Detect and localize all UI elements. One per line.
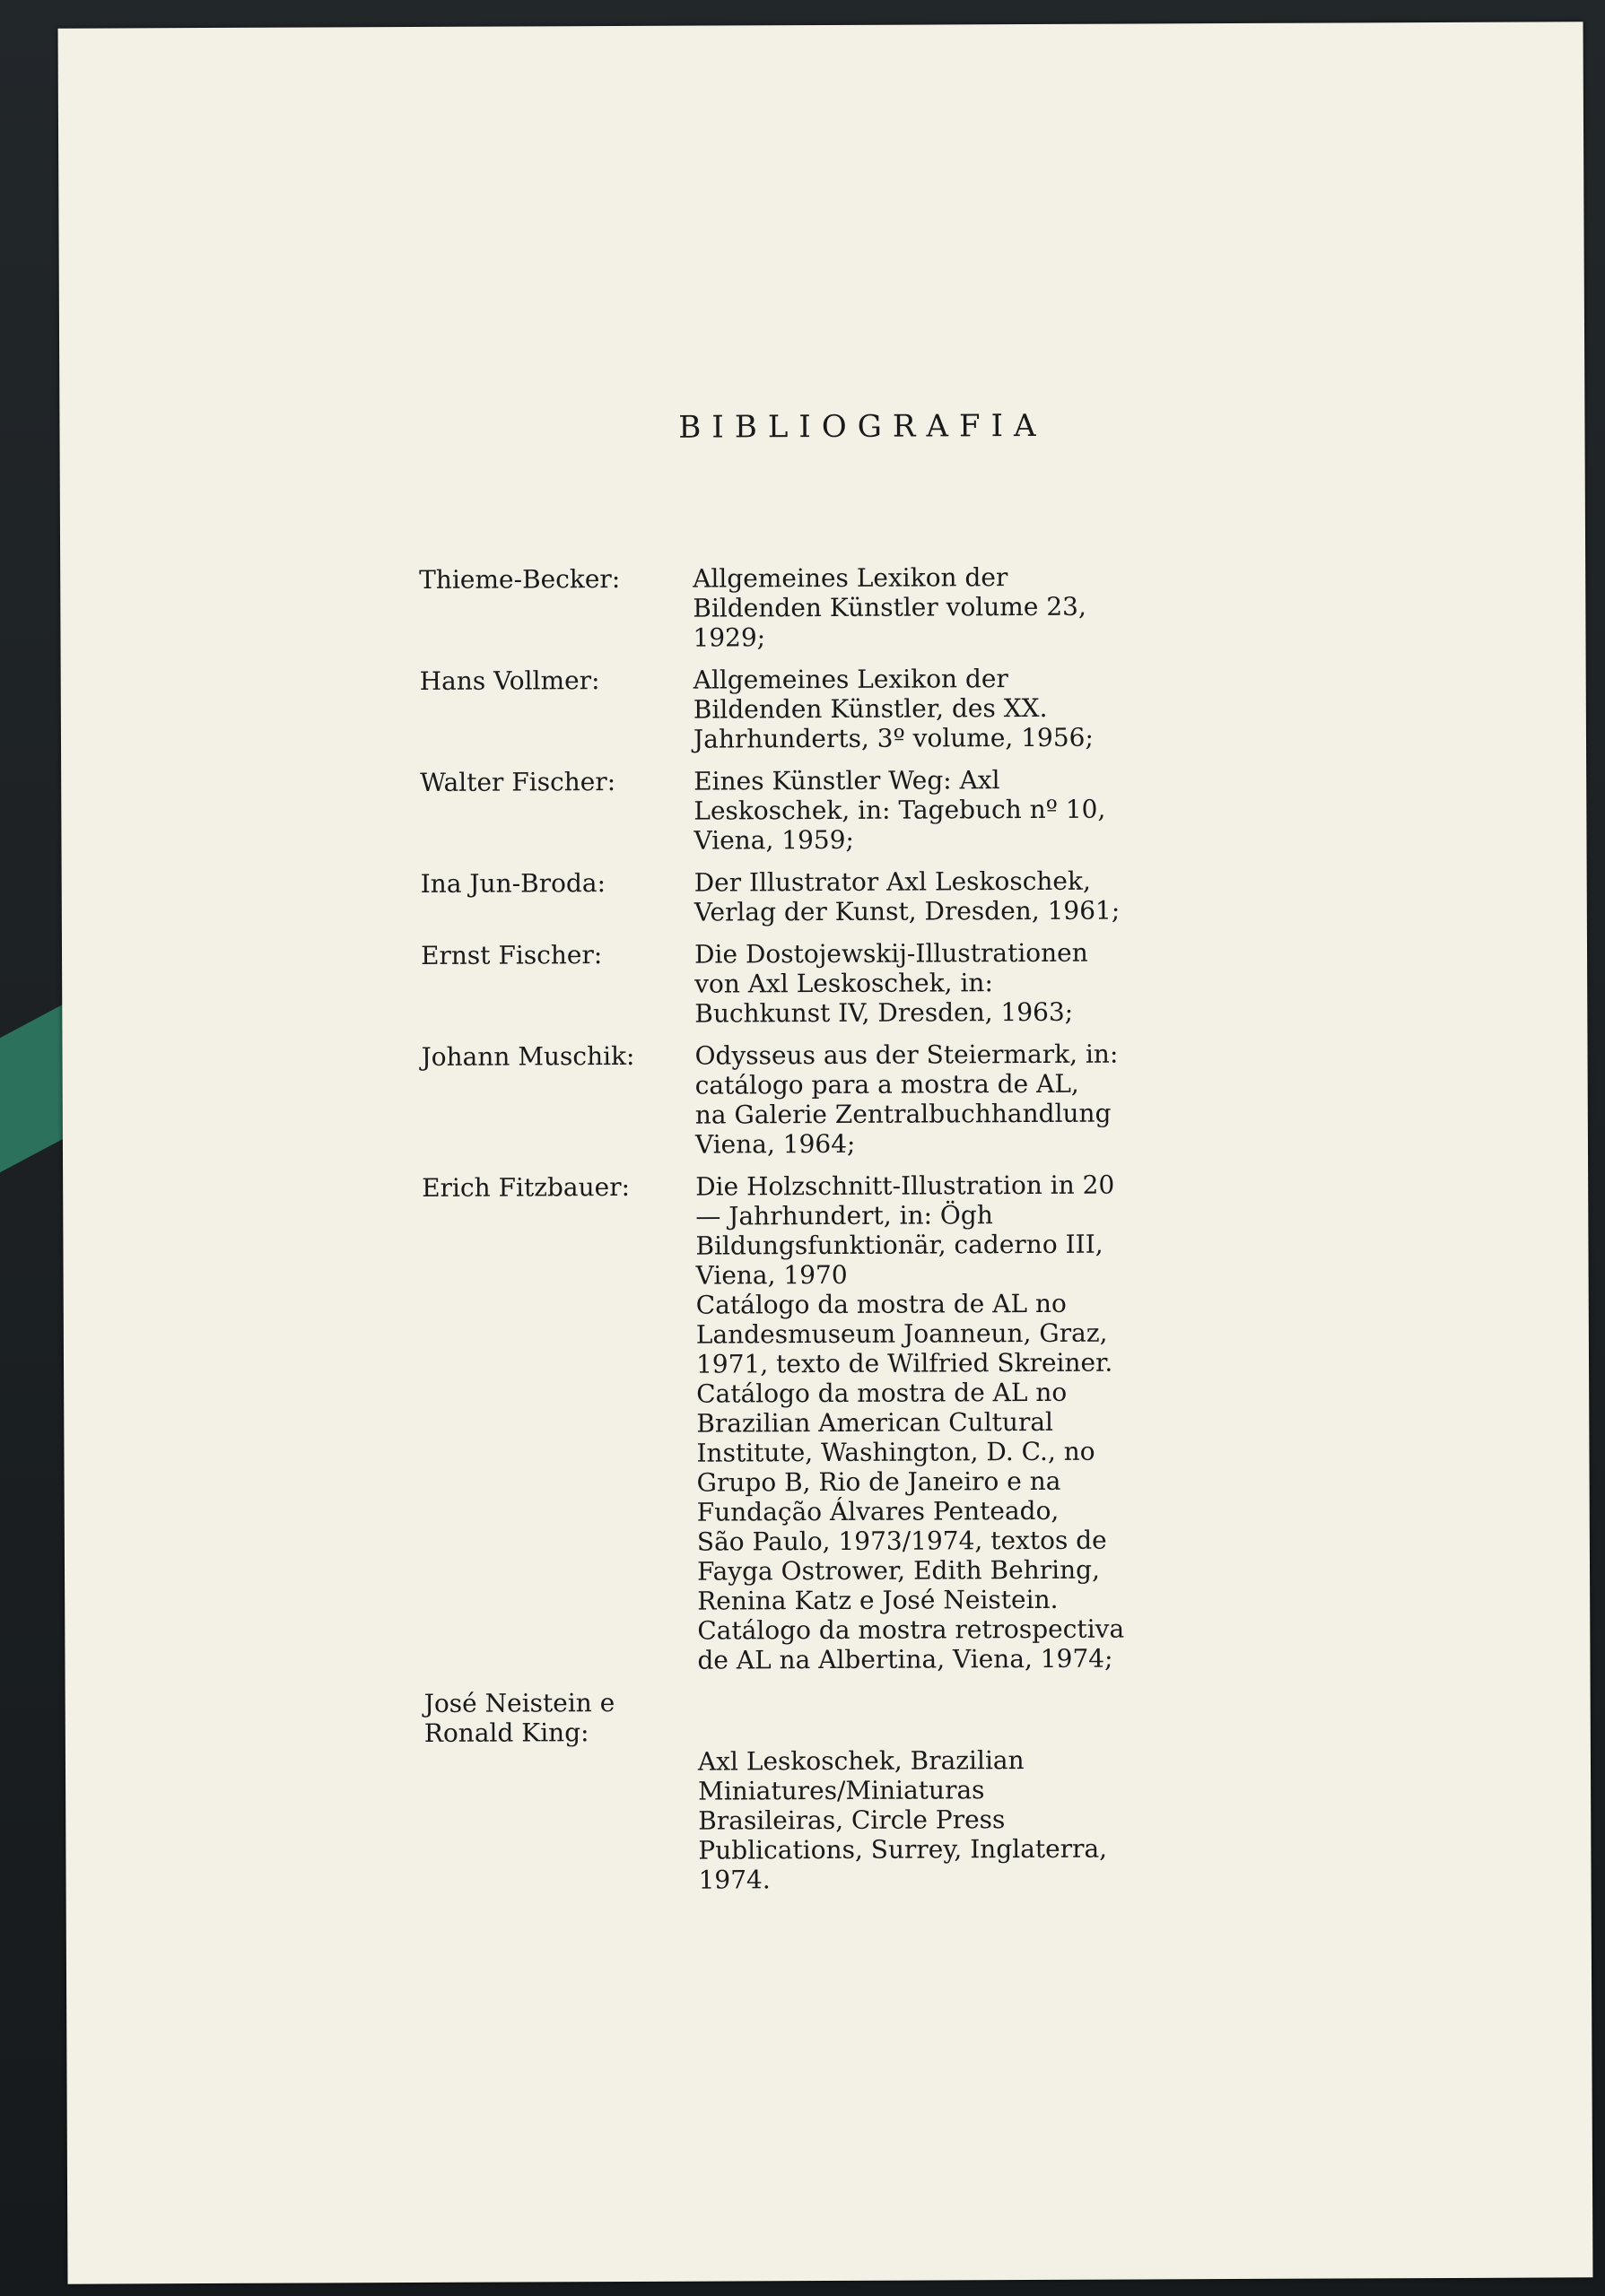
entry-reference: Allgemeines Lexikon der Bildenden Künstler, des XX. Jahrhunderts, 3º volume, 1956; bbox=[693, 664, 1094, 754]
entry-author: Ernst Fischer: bbox=[420, 940, 603, 970]
bibliography-entry bbox=[419, 561, 1406, 654]
bibliography-entry bbox=[420, 662, 1407, 755]
bibliography-entry bbox=[421, 1038, 1409, 1161]
entry-reference: Die Holzschnitt-Illustration in 20 — Jahrhundert, in: Ögh Bildungsfunktionär, caderno III, Viena, 1970 Catálogo da mostra de AL no Landesmuseum Joanneun, Graz, 1971, texto de Wilfried Skreiner. Catálogo da mostra de AL no Brazilian American Cultural Institute, Washington, D. C., no Grupo B, Rio de Janeiro e na Fundação Álvares Penteado, São Paulo, 1973/1974, textos de Fayga Ostrower, Edith Behring, Renina Katz e José Neistein. Catálogo da mostra retrospectiva de AL na Albertina, Viena, 1974; bbox=[695, 1170, 1125, 1675]
entry-author: Johann Muschik: bbox=[421, 1040, 635, 1072]
entry-reference: Eines Künstler Weg: Axl Leskoschek, in: Tagebuch nº 10, Viena, 1959; bbox=[693, 765, 1106, 856]
entry-reference: Axl Leskoschek, Brazilian Miniatures/Miniaturas Brasileiras, Circle Press Publications, Surrey, Inglaterra, 1974. bbox=[697, 1745, 1108, 1895]
entry-reference: Odysseus aus der Steiermark, in: catálogo para a mostra de AL, na Galerie Zentralbuchhandlung Viena, 1964; bbox=[694, 1039, 1119, 1160]
bibliography-entry bbox=[424, 1684, 1412, 1896]
entry-author: José Neistein e Ronald King: bbox=[423, 1688, 615, 1748]
bibliography-entry bbox=[422, 1169, 1410, 1676]
document-page bbox=[58, 22, 1593, 2283]
bibliography-entry bbox=[421, 865, 1408, 928]
entry-author: Walter Fischer: bbox=[420, 767, 616, 797]
bibliography-entry bbox=[421, 936, 1408, 1030]
entry-reference: Der Illustrator Axl Leskoschek, Verlag der Kunst, Dresden, 1961; bbox=[693, 865, 1121, 927]
bibliography-list bbox=[419, 561, 1412, 1909]
entry-author: Erich Fitzbauer: bbox=[422, 1171, 631, 1203]
entry-author: Thieme-Becker: bbox=[419, 563, 621, 595]
entry-author: Ina Jun-Broda: bbox=[420, 868, 606, 899]
page-title: BIBLIOGRAFIA bbox=[678, 407, 1047, 446]
entry-reference: Allgemeines Lexikon der Bildenden Künstler volume 23, 1929; bbox=[693, 562, 1086, 653]
entry-reference: Die Dostojewskij-Illustrationen von Axl Leskoschek, in: Buchkunst IV, Dresden, 1963; bbox=[693, 937, 1088, 1029]
bibliography-entry bbox=[420, 763, 1407, 857]
entry-author: Hans Vollmer: bbox=[419, 665, 600, 696]
